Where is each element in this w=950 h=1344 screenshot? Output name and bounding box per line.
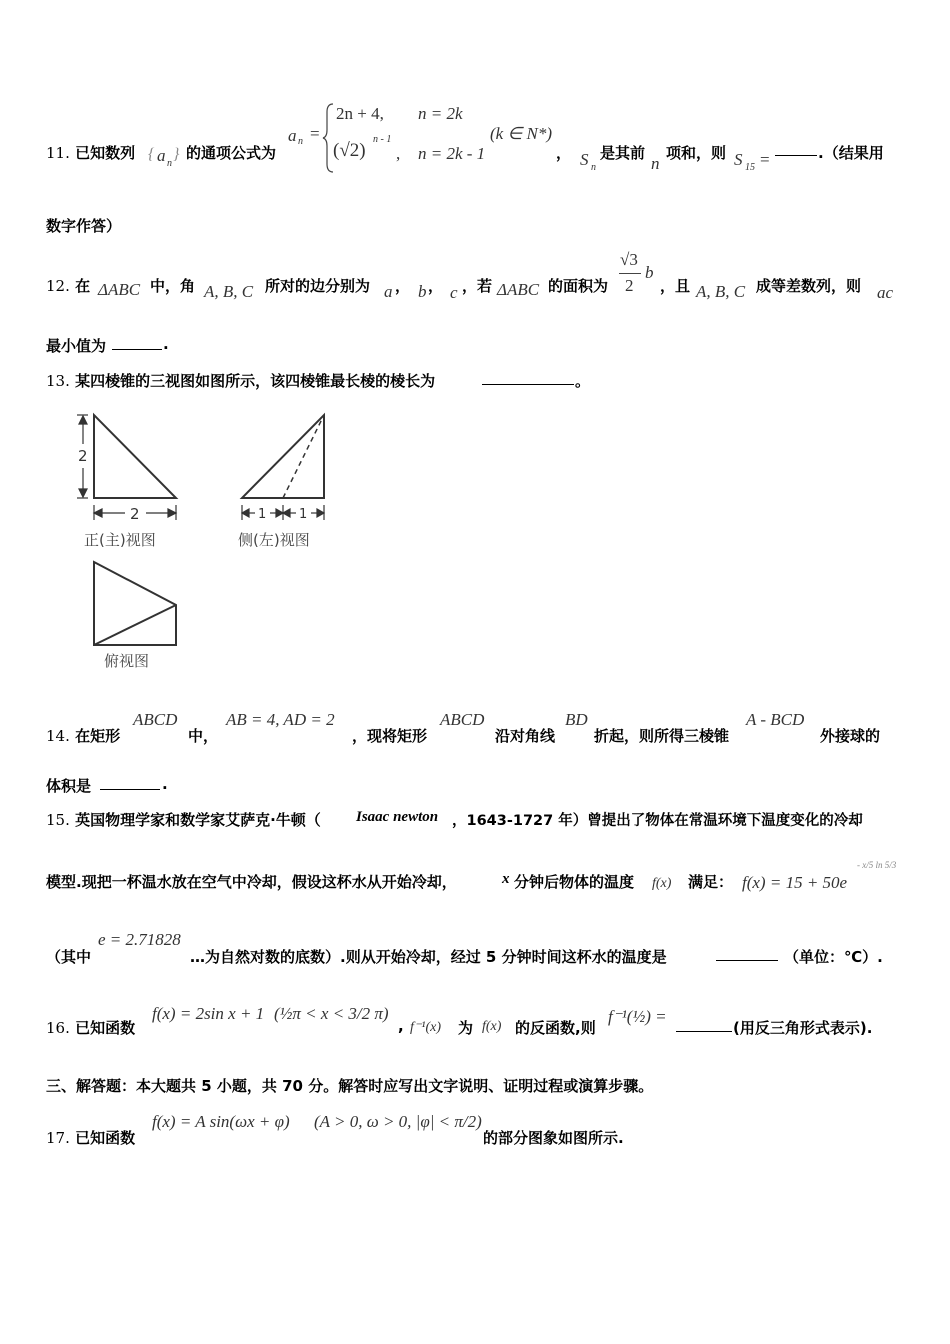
side-view-label: 侧(左)视图 <box>238 531 310 549</box>
side-c: c <box>450 283 458 302</box>
s15-subscript: 15 <box>745 162 755 173</box>
question-number: 13. <box>46 372 70 390</box>
sequence-symbol: a <box>157 146 166 165</box>
x-variable: x <box>502 871 510 887</box>
text-continued: 模型.现把一杯温水放在空气中冷却，假设这杯水从开始冷却， <box>46 873 457 891</box>
text: 所对的边分别为 <box>265 277 371 295</box>
answer-blank <box>100 777 160 790</box>
front-width-label: 2 <box>130 505 140 523</box>
text-continued: 数字作答） <box>46 217 122 235</box>
sequence-brace-left: { <box>148 146 155 163</box>
front-height-label: 2 <box>78 447 88 465</box>
text: ，1643-1727 年）曾提出了物体在常温环境下温度变化的冷却 <box>452 813 863 829</box>
side-left-label: 1 <box>258 507 267 522</box>
separator: ， <box>428 277 444 295</box>
text: 沿对角线 <box>495 727 556 745</box>
cooling-formula: f(x) = 15 + 50e <box>742 873 848 892</box>
case-1-condition: n = 2k <box>418 104 463 123</box>
text-continued: 体积是 <box>46 777 92 795</box>
pyramid-symbol: A - BCD <box>746 710 805 729</box>
text: .（结果用 <box>818 144 884 162</box>
separator: ， <box>395 277 411 295</box>
text: 的部分图象如图所示. <box>483 1129 624 1147</box>
text: 的反函数,则 <box>515 1019 596 1037</box>
top-view <box>94 562 176 645</box>
triangle-symbol: ΔABC <box>98 280 141 299</box>
side-width-dimension <box>242 505 324 520</box>
text: 为 <box>458 1019 474 1037</box>
question-number: 15. <box>46 811 70 829</box>
case-2-condition: n = 2k - 1 <box>418 144 486 163</box>
text: 满足： <box>688 873 734 891</box>
area-b: b <box>645 263 654 282</box>
text: (用反三角形式表示). <box>733 1019 873 1037</box>
function-formula: f(x) = A sin(ωx + φ) <box>152 1112 290 1131</box>
side-right-label: 1 <box>299 507 308 522</box>
text: 已知函数 <box>75 1019 136 1037</box>
question-number: 12. <box>46 277 70 295</box>
e-value: e = 2.71828 <box>98 930 181 949</box>
text: 成等差数列，则 <box>756 277 862 295</box>
text: 中， <box>188 727 219 745</box>
ac-symbol: ac <box>877 283 894 302</box>
text-continued: （其中 <box>46 948 92 966</box>
text: . <box>162 775 168 793</box>
answer-blank <box>482 372 574 385</box>
text: 的面积为 <box>548 277 609 295</box>
text: ，若 <box>462 277 493 295</box>
text: 英国物理学家和数学家艾萨克·牛顿（ <box>75 811 321 829</box>
rectangle-symbol: ABCD <box>133 710 178 729</box>
text: …为自然对数的底数）.则从开始冷却，经过 5 分钟时间这杯水的温度是 <box>190 948 667 966</box>
text: 已知函数 <box>75 1129 136 1147</box>
sequence-brace-right: } <box>173 146 180 163</box>
three-view-figure <box>60 400 360 680</box>
s15-symbol: S <box>734 150 743 169</box>
side-condition: AB = 4, AD = 2 <box>226 710 335 729</box>
text: 的通项公式为 <box>186 144 277 162</box>
diagonal-symbol: BD <box>565 710 588 729</box>
piecewise-brace <box>322 102 336 174</box>
text: 折起，则所得三棱锥 <box>594 727 730 745</box>
text: 分钟后物体的温度 <box>514 873 635 891</box>
front-view-label: 正(主)视图 <box>84 531 156 549</box>
question-number: 11. <box>46 144 70 162</box>
answer-blank <box>716 948 778 961</box>
k-condition: (k ∈ N*) <box>490 124 553 143</box>
sn-subscript: n <box>591 162 596 173</box>
text: 在 <box>75 277 91 295</box>
n-symbol: n <box>651 154 660 173</box>
case-2-comma: , <box>396 144 401 163</box>
case-1-expression: 2n + 4, <box>336 104 384 123</box>
text: 。 <box>575 372 591 390</box>
angles-symbol: A, B, C <box>696 282 746 301</box>
section-heading: 三、解答题：本大题共 5 小题，共 70 分。解答时应写出文字说明、证明过程或演算步骤。 <box>46 1077 654 1095</box>
answer-blank <box>775 143 817 156</box>
text: ，现将矩形 <box>352 727 428 745</box>
scientist-name: Isaac newton <box>356 809 439 825</box>
text: 中，角 <box>150 277 196 295</box>
case-2-base: (√2) <box>333 140 366 161</box>
question-number: 16. <box>46 1019 70 1037</box>
answer-blank <box>112 337 162 350</box>
answer-blank <box>676 1019 732 1032</box>
text: 项和，则 <box>666 144 727 162</box>
angles-symbol: A, B, C <box>204 282 254 301</box>
function-definition: f(x) = 2sin x + 1 <box>152 1004 265 1023</box>
s15-equals: = <box>760 150 770 169</box>
triangle-symbol: ΔABC <box>497 280 540 299</box>
front-view <box>94 415 176 498</box>
inverse-at-half: f⁻¹(½) = <box>608 1007 667 1026</box>
question-number: 14. <box>46 727 70 745</box>
side-view <box>242 415 324 498</box>
text: （单位：℃）. <box>784 948 883 966</box>
inverse-function: f⁻¹(x) <box>410 1020 442 1035</box>
an-symbol: a <box>288 126 297 145</box>
text: 外接球的 <box>820 727 881 745</box>
top-view-label: 俯视图 <box>104 652 150 670</box>
comma: ， <box>556 144 572 162</box>
fx-symbol: f(x) <box>652 876 672 891</box>
area-fraction-numerator: √3 <box>620 250 638 269</box>
function-symbol: f(x) <box>482 1019 502 1034</box>
text: 是其前 <box>600 144 646 162</box>
comma: , <box>398 1017 404 1035</box>
text: 某四棱锥的三视图如图所示，该四棱锥最长棱的棱长为 <box>75 372 436 390</box>
side-b: b <box>418 282 427 301</box>
parameter-condition: (A > 0, ω > 0, |φ| < π/2) <box>314 1112 482 1131</box>
equals-sign: = <box>310 124 320 143</box>
fraction-bar <box>619 273 641 274</box>
cooling-formula-exponent: - x/5 ln 5/3 <box>857 860 897 870</box>
case-2-exponent: n - 1 <box>373 134 392 145</box>
rectangle-symbol: ABCD <box>440 710 485 729</box>
area-fraction-denominator: 2 <box>625 276 634 295</box>
text: . <box>163 335 169 353</box>
sequence-subscript: n <box>167 158 172 169</box>
an-subscript: n <box>298 136 303 147</box>
side-a: a <box>384 282 393 301</box>
sn-symbol: S <box>580 150 589 169</box>
text: 已知数列 <box>75 144 136 162</box>
question-number: 17. <box>46 1129 70 1147</box>
domain-condition: (½π < x < 3/2 π) <box>274 1004 389 1023</box>
text: 在矩形 <box>75 727 121 745</box>
text-continued: 最小值为 <box>46 337 107 355</box>
text: ，且 <box>660 277 691 295</box>
